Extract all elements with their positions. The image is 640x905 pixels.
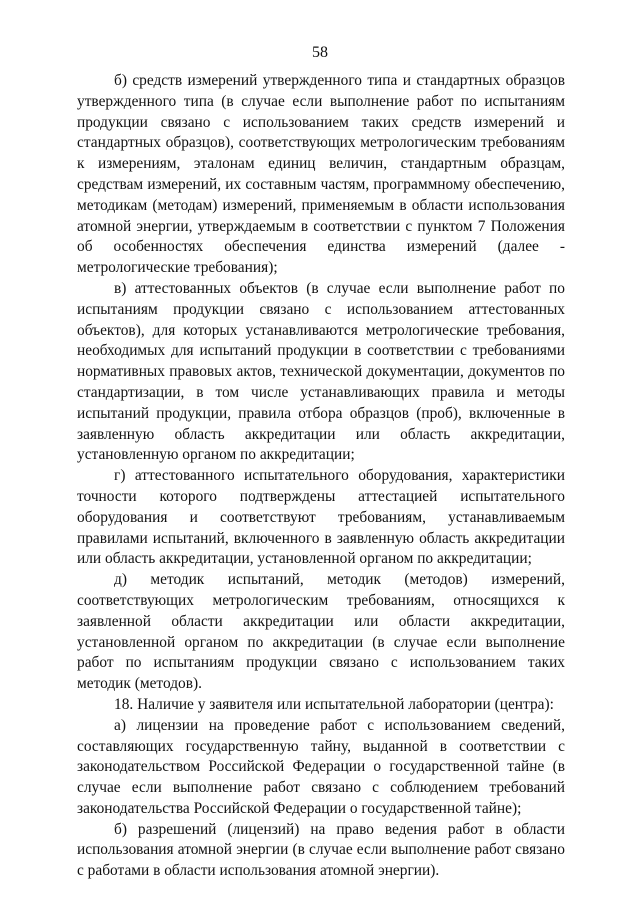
paragraph-d-test-methods: д) методик испытаний, методик (методов) измерений, соответствующих метрологическим требованиям, относящихся к заявленной области аккредитации или области аккредитации, установленной органом по аккредитации (в случае если выполнение работ по испытаниям продукции связано с использованием таких методик (методов). [77, 571, 565, 693]
page-number: 58 [312, 44, 328, 61]
paragraph-g-test-equipment: г) аттестованного испытательного оборудования, характеристики точности которого подтверждены аттестацией испытательного оборудования и соответствуют требованиям, устанавливаемым правилами испытаний, включенного в заявленную область аккредитации или область аккредитации, установленной органом по аккредитации; [77, 467, 565, 568]
paragraph-b-measuring-instruments: б) средств измерений утвержденного типа и стандартных образцов утвержденного типа (в случае если выполнение работ по испытаниям продукции связано с использованием таких средств измерений и стандартных образцов), соответствующих метрологическим требованиям к измерениям, эталонам единиц величин, стандартным образцам, средствам измерений, их составным частям, программному обеспечению, методикам (методам) измерений, применяемым в области использования атомной энергии, утверждаемым в соответствии с пунктом 7 Положения об особенностях обеспечения единства измерений (далее - метрологические требования); [77, 72, 565, 277]
paragraph-a-state-secret-license: а) лицензии на проведение работ с использованием сведений, составляющих государственную тайну, выданной в соответствии с законодательством Российской Федерации о государственной тайне (в случае если выполнение работ связано с соблюдением требований законодательства Российской Федерации о государственной тайне); [77, 716, 565, 817]
paragraph-18-heading: 18. Наличие у заявителя или испытательной лаборатории (центра): [114, 695, 554, 713]
paragraph-b-atomic-energy-permits: б) разрешений (лицензий) на право ведения работ в области использования атомной энергии (в случае если выполнение работ связано с работами в области использования атомной энергии). [77, 820, 565, 880]
paragraph-v-certified-objects: в) аттестованных объектов (в случае если выполнение работ по испытаниям продукции связано с использованием аттестованных объектов), для которых устанавливаются метрологические требования, необходимых для испытаний продукции в соответствии с требованиями нормативных правовых актов, технической документации, документов по стандартизации, в том числе устанавливающих правила и методы испытаний продукции, правила отбора образцов (проб), включенные в заявленную область аккредитации или область аккредитации, установленную органом по аккредитации; [77, 279, 565, 464]
document-body [77, 71, 565, 882]
